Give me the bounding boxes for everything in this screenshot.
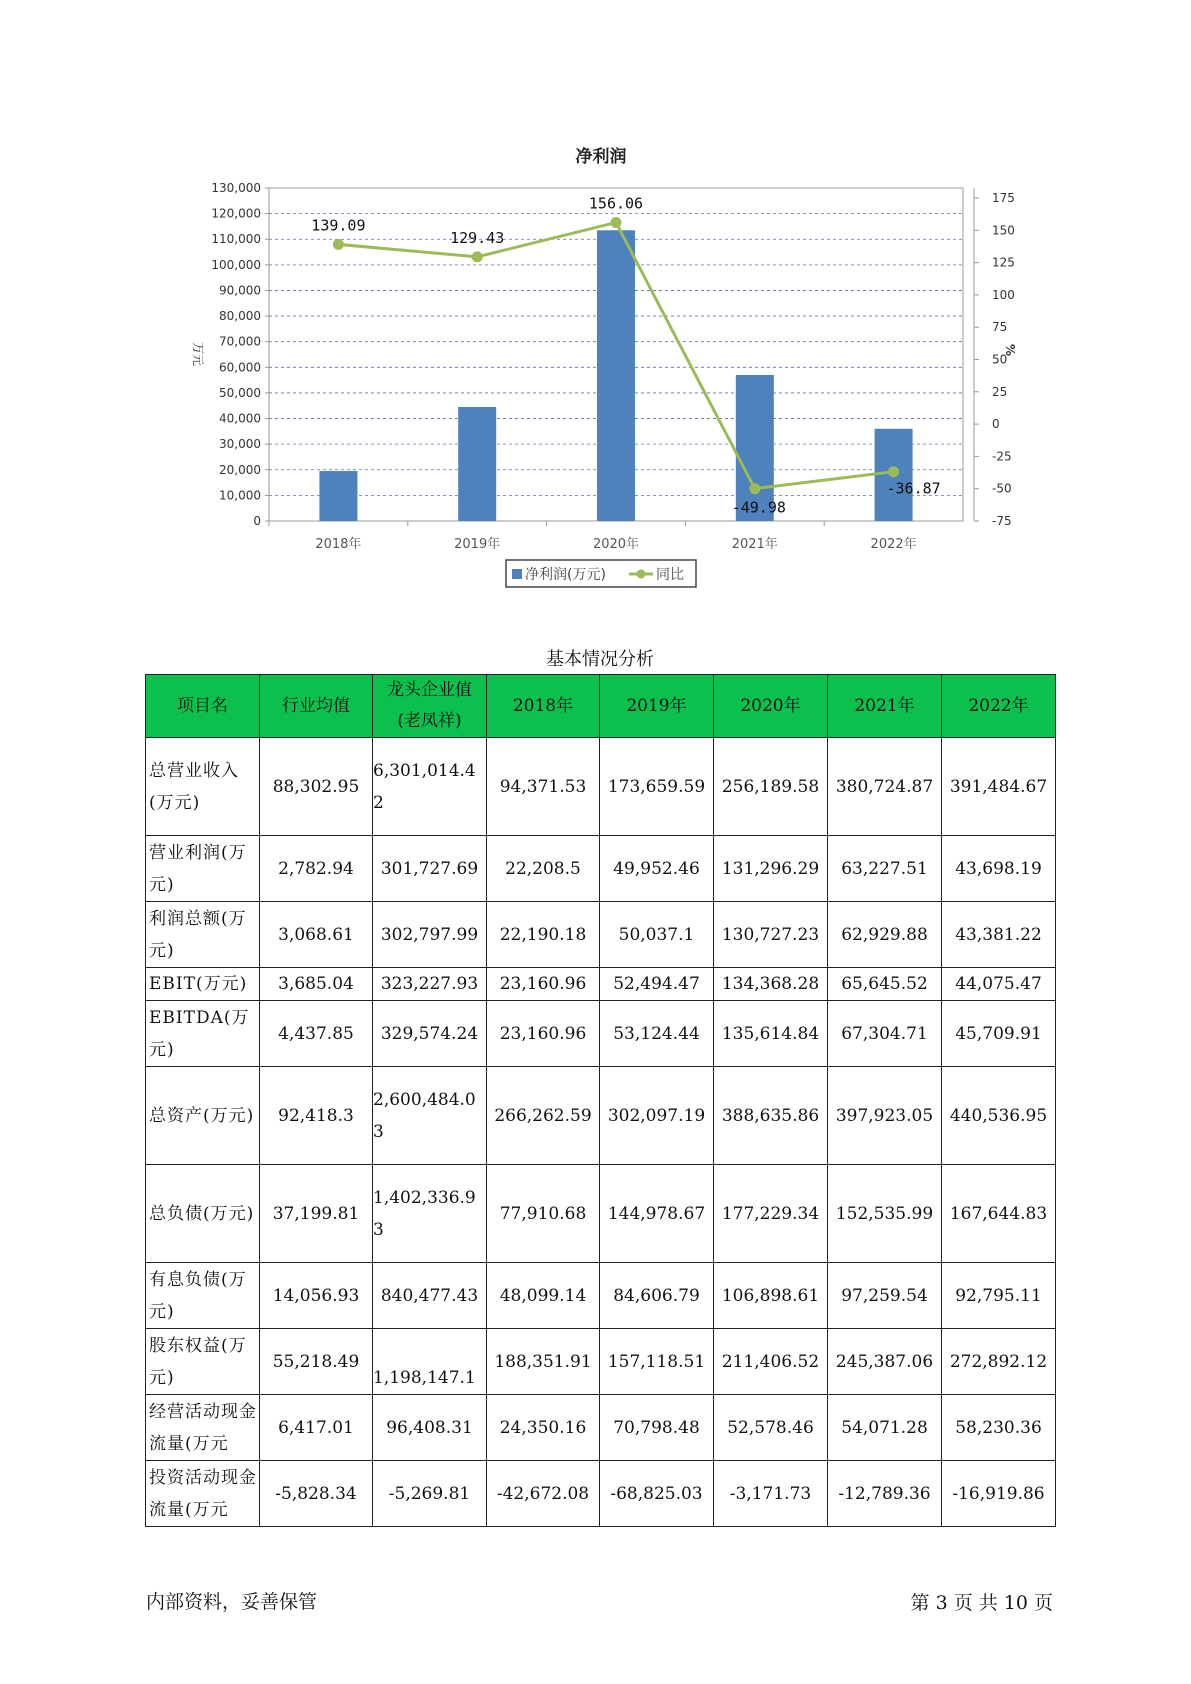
value-cell: 2,600,484.03: [373, 1067, 487, 1165]
table-row: [146, 1165, 1056, 1263]
value-cell: 302,097.19: [600, 1067, 714, 1165]
row-label-cell: 利润总额(万元): [146, 902, 260, 968]
right-tick-label: 25: [992, 384, 1008, 399]
legend-line-label: 同比: [656, 567, 684, 583]
x-tick-label: 2018年: [315, 537, 362, 552]
header-cell: 2018年: [487, 675, 600, 738]
value-cell: 96,408.31: [373, 1395, 487, 1461]
yoy-data-label: 129.43: [450, 228, 505, 247]
chart-title: 净利润: [575, 147, 627, 167]
footer-confidential-note: 内部资料，妥善保管: [146, 1591, 318, 1613]
value-cell: 840,477.43: [373, 1263, 487, 1329]
value-cell: 22,208.5: [487, 836, 600, 902]
value-cell: 3,685.04: [260, 968, 373, 1001]
header-cell: 龙头企业值(老凤祥): [373, 675, 487, 738]
value-cell: 131,296.29: [714, 836, 828, 902]
left-axis-ticks: [211, 181, 269, 528]
value-cell: 77,910.68: [487, 1165, 600, 1263]
value-cell: -5,269.81: [373, 1461, 487, 1527]
table-row: [146, 1461, 1056, 1527]
value-cell: 245,387.06: [828, 1329, 942, 1395]
table-row: [146, 836, 1056, 902]
yoy-data-label: -36.87: [886, 479, 941, 498]
right-tick-label: -25: [992, 449, 1012, 464]
x-tick-label: 2020年: [592, 537, 640, 552]
value-cell: 70,798.48: [600, 1395, 714, 1461]
table-row: [146, 1329, 1056, 1395]
left-tick-label: 20,000: [219, 462, 261, 477]
value-cell: 302,797.99: [373, 902, 487, 968]
value-cell: 1,402,336.93: [373, 1165, 487, 1263]
table-header-row: [146, 675, 1056, 738]
value-cell: -68,825.03: [600, 1461, 714, 1527]
right-tick-label: 75: [992, 320, 1008, 335]
value-cell: 52,578.46: [714, 1395, 828, 1461]
value-cell: 14,056.93: [260, 1263, 373, 1329]
value-cell: 397,923.05: [828, 1067, 942, 1165]
value-cell: 48,099.14: [487, 1263, 600, 1329]
value-cell: 256,189.58: [714, 738, 828, 836]
value-cell: 24,350.16: [487, 1395, 600, 1461]
value-cell: 62,929.88: [828, 902, 942, 968]
right-tick-label: 50: [992, 352, 1008, 367]
row-label-cell: 经营活动现金流量(万元: [146, 1395, 260, 1461]
value-cell: 211,406.52: [714, 1329, 828, 1395]
x-axis-ticks: [269, 521, 917, 552]
row-label-cell: 营业利润(万元): [146, 836, 260, 902]
value-cell: 301,727.69: [373, 836, 487, 902]
row-label-cell: 股东权益(万元): [146, 1329, 260, 1395]
value-cell: 63,227.51: [828, 836, 942, 902]
x-tick-label: 2021年: [731, 537, 778, 552]
right-tick-label: -50: [992, 481, 1012, 496]
row-label-cell: 总资产(万元): [146, 1067, 260, 1165]
value-cell: 130,727.23: [714, 902, 828, 968]
yoy-data-label: -49.98: [731, 498, 786, 517]
value-cell: 53,124.44: [600, 1001, 714, 1067]
value-cell: 52,494.47: [600, 968, 714, 1001]
value-cell: 106,898.61: [714, 1263, 828, 1329]
value-cell: 45,709.91: [942, 1001, 1056, 1067]
value-cell: 92,418.3: [260, 1067, 373, 1165]
bar: [458, 407, 496, 521]
value-cell: 55,218.49: [260, 1329, 373, 1395]
value-cell: 3,068.61: [260, 902, 373, 968]
right-tick-label: 175: [992, 191, 1015, 205]
row-label-cell: 总营业收入(万元): [146, 738, 260, 836]
left-axis-title: 万元: [191, 341, 205, 367]
value-cell: 97,259.54: [828, 1263, 942, 1329]
header-cell: 项目名: [146, 675, 260, 738]
value-cell: 144,978.67: [600, 1165, 714, 1263]
value-cell: 135,614.84: [714, 1001, 828, 1067]
value-cell: 44,075.47: [942, 968, 1056, 1001]
value-cell: 22,190.18: [487, 902, 600, 968]
value-cell: 6,301,014.42: [373, 738, 487, 836]
left-tick-label: 90,000: [219, 283, 261, 298]
chart-legend: [506, 560, 696, 587]
table-caption: 基本情况分析: [546, 649, 654, 670]
value-cell: 272,892.12: [942, 1329, 1056, 1395]
header-cell: 2021年: [828, 675, 942, 738]
legend-bar-swatch: [512, 569, 522, 579]
yoy-point: [333, 239, 344, 250]
table-row: [146, 1001, 1056, 1067]
table-row: [146, 738, 1056, 836]
right-tick-label: 150: [992, 223, 1015, 238]
x-tick-label: 2022年: [870, 537, 917, 552]
value-cell: 323,227.93: [373, 968, 487, 1001]
bar: [597, 230, 635, 521]
table-row: [146, 1395, 1056, 1461]
value-cell: 167,644.83: [942, 1165, 1056, 1263]
legend-line-marker: [637, 570, 646, 579]
value-cell: 2,782.94: [260, 836, 373, 902]
value-cell: 6,417.01: [260, 1395, 373, 1461]
left-tick-label: 110,000: [211, 232, 261, 247]
right-axis-ticks: [974, 191, 1015, 528]
table-row: [146, 1263, 1056, 1329]
value-cell: 157,118.51: [600, 1329, 714, 1395]
net-profit-chart: [0, 0, 1191, 600]
basic-analysis-table: [145, 674, 1056, 1527]
left-tick-label: 120,000: [211, 206, 261, 221]
value-cell: 329,574.24: [373, 1001, 487, 1067]
value-cell: 134,368.28: [714, 968, 828, 1001]
value-cell: 188,351.91: [487, 1329, 600, 1395]
value-cell: 92,795.11: [942, 1263, 1056, 1329]
row-label-cell: 有息负债(万元): [146, 1263, 260, 1329]
yoy-data-label: 139.09: [311, 216, 366, 235]
right-tick-label: -75: [992, 514, 1012, 528]
yoy-point: [888, 466, 899, 477]
value-cell: 23,160.96: [487, 968, 600, 1001]
yoy-point: [749, 483, 760, 494]
left-tick-label: 130,000: [211, 181, 261, 195]
value-cell: 266,262.59: [487, 1067, 600, 1165]
value-cell: 58,230.36: [942, 1395, 1056, 1461]
value-cell: 152,535.99: [828, 1165, 942, 1263]
value-cell: 391,484.67: [942, 738, 1056, 836]
left-tick-label: 40,000: [219, 411, 261, 426]
left-tick-label: 80,000: [219, 309, 261, 324]
right-axis-title: %: [1003, 343, 1017, 357]
value-cell: 173,659.59: [600, 738, 714, 836]
table-row: [146, 1067, 1056, 1165]
yoy-point: [472, 251, 483, 262]
left-tick-label: 30,000: [219, 437, 261, 452]
left-tick-label: 100,000: [211, 257, 261, 272]
value-cell: -12,789.36: [828, 1461, 942, 1527]
right-tick-label: 100: [992, 287, 1015, 302]
value-cell: 84,606.79: [600, 1263, 714, 1329]
value-cell: 37,199.81: [260, 1165, 373, 1263]
value-cell: 440,536.95: [942, 1067, 1056, 1165]
left-tick-label: 60,000: [219, 360, 261, 375]
table-row: [146, 968, 1056, 1001]
value-cell: 88,302.95: [260, 738, 373, 836]
value-cell: 177,229.34: [714, 1165, 828, 1263]
value-cell: -5,828.34: [260, 1461, 373, 1527]
left-tick-label: 70,000: [219, 334, 261, 349]
header-cell: 2020年: [714, 675, 828, 738]
right-tick-label: 125: [992, 255, 1015, 270]
value-cell: 23,160.96: [487, 1001, 600, 1067]
value-cell: 380,724.87: [828, 738, 942, 836]
value-cell: 43,698.19: [942, 836, 1056, 902]
row-label-cell: EBIT(万元): [146, 968, 260, 1001]
value-cell: 50,037.1: [600, 902, 714, 968]
bar: [319, 471, 357, 521]
left-tick-label: 0: [253, 514, 261, 528]
row-label-cell: 投资活动现金流量(万元: [146, 1461, 260, 1527]
value-cell: 43,381.22: [942, 902, 1056, 968]
row-label-cell: 总负债(万元): [146, 1165, 260, 1263]
yoy-data-label: 156.06: [588, 194, 644, 213]
value-cell: -3,171.73: [714, 1461, 828, 1527]
value-cell: 67,304.71: [828, 1001, 942, 1067]
footer-page-number: 第 3 页 共 10 页: [910, 1592, 1053, 1614]
value-cell: -16,919.86: [942, 1461, 1056, 1527]
left-tick-label: 10,000: [219, 488, 261, 503]
left-tick-label: 50,000: [219, 385, 261, 400]
value-cell: 1,198,147.1: [373, 1329, 487, 1395]
table-row: [146, 902, 1056, 968]
yoy-point: [611, 217, 622, 228]
value-cell: -42,672.08: [487, 1461, 600, 1527]
legend-bar-label: 净利润(万元): [525, 567, 606, 583]
header-cell: 2019年: [600, 675, 714, 738]
value-cell: 4,437.85: [260, 1001, 373, 1067]
value-cell: 49,952.46: [600, 836, 714, 902]
value-cell: 54,071.28: [828, 1395, 942, 1461]
value-cell: 65,645.52: [828, 968, 942, 1001]
row-label-cell: EBITDA(万元): [146, 1001, 260, 1067]
value-cell: 94,371.53: [487, 738, 600, 836]
header-cell: 行业均值: [260, 675, 373, 738]
header-cell: 2022年: [942, 675, 1056, 738]
right-tick-label: 0: [992, 417, 1000, 432]
value-cell: 388,635.86: [714, 1067, 828, 1165]
x-tick-label: 2019年: [454, 537, 501, 552]
